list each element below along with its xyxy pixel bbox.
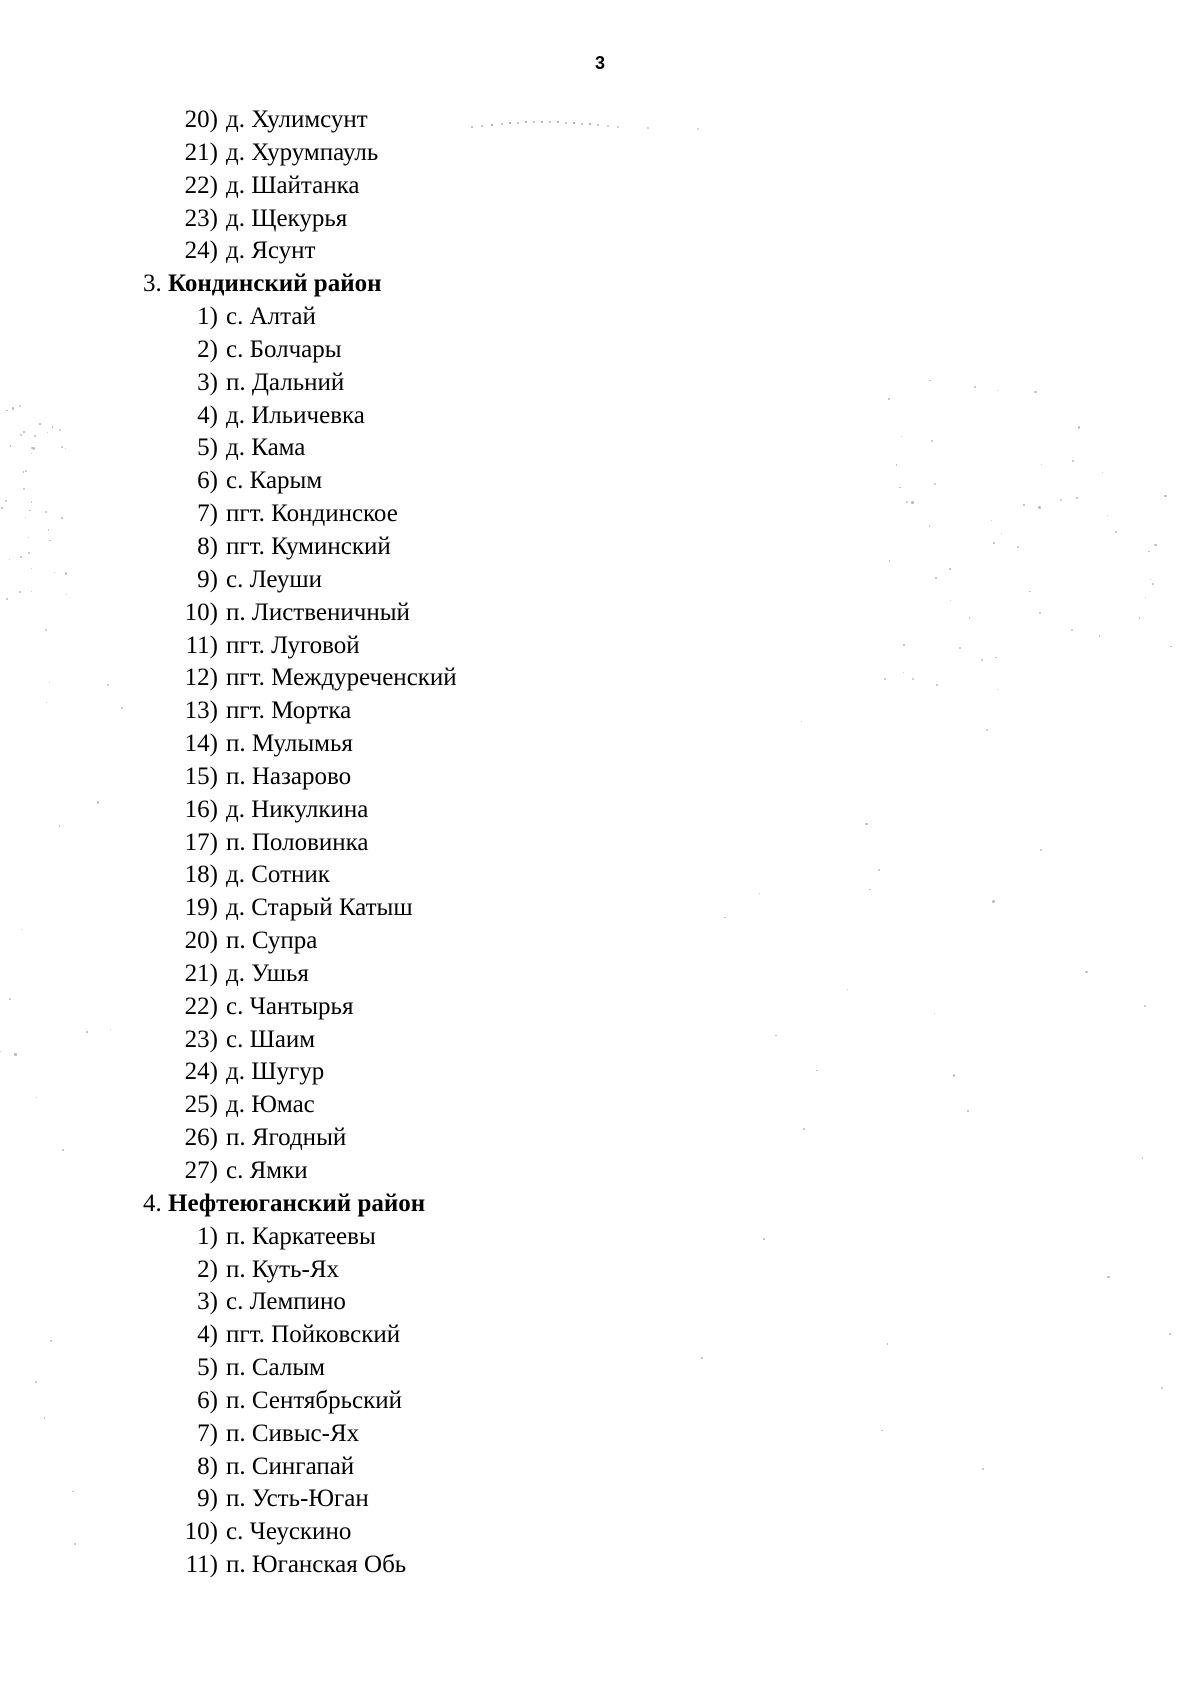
settlement-name: п. Салым — [226, 1354, 325, 1382]
item-number: 12) — [184, 664, 218, 692]
settlement-name: с. Болчары — [226, 335, 342, 363]
list-item — [0, 465, 1200, 498]
settlement-name: д. Шайтанка — [226, 171, 360, 199]
list-item — [0, 170, 1200, 203]
scan-speck — [121, 707, 123, 709]
district-title: Кондинский район — [168, 270, 382, 298]
scan-speck — [65, 572, 67, 574]
district-number: 3. — [143, 270, 162, 298]
settlement-name: п. Дальний — [226, 368, 345, 396]
item-number: 3) — [197, 368, 218, 396]
list-item — [0, 695, 1200, 728]
list-item — [0, 827, 1200, 860]
scan-speck — [35, 1381, 37, 1383]
item-number: 6) — [197, 1386, 218, 1414]
scan-speck — [935, 577, 937, 579]
settlement-name: п. Сентябрьский — [226, 1386, 403, 1414]
settlement-name: пгт. Куминский — [226, 532, 391, 560]
item-number: 23) — [184, 204, 218, 232]
scan-speck — [14, 1053, 16, 1055]
scan-speck — [995, 657, 996, 658]
list-item — [0, 531, 1200, 564]
item-number: 11) — [185, 1551, 218, 1579]
settlement-name: п. Сингапай — [226, 1452, 355, 1480]
settlement-name: п. Половинка — [226, 828, 369, 856]
scan-speck — [1076, 497, 1078, 499]
settlement-name: п. Ягодный — [226, 1124, 347, 1152]
scan-speck — [36, 1097, 37, 1098]
list-item — [0, 235, 1200, 268]
item-number: 1) — [197, 303, 218, 331]
list-item — [0, 1418, 1200, 1451]
list-item — [0, 1155, 1200, 1188]
scan-speck — [110, 1029, 111, 1030]
settlement-name: п. Юганская Обь — [226, 1551, 407, 1579]
settlement-name: п. Куть-Ях — [226, 1255, 340, 1283]
scan-speck — [1, 507, 2, 508]
settlement-name: п. Назарово — [226, 762, 352, 790]
scan-speck — [991, 520, 992, 521]
settlement-name: д. Сотник — [226, 861, 330, 889]
scan-speck — [803, 1128, 805, 1130]
scan-speck — [1041, 464, 1042, 465]
settlement-name: с. Лемпино — [226, 1288, 346, 1316]
list-item — [0, 662, 1200, 695]
list-item — [0, 958, 1200, 991]
item-number: 15) — [184, 762, 218, 790]
scan-speck — [20, 434, 22, 436]
scan-speck — [775, 1035, 777, 1037]
scan-speck — [86, 1031, 87, 1032]
scan-speck — [33, 447, 35, 449]
item-number: 2) — [197, 1255, 218, 1283]
item-number: 6) — [197, 467, 218, 495]
item-number: 24) — [184, 237, 218, 265]
item-number: 21) — [184, 959, 218, 987]
scan-speck — [911, 501, 913, 503]
scan-speck — [1164, 495, 1166, 497]
scan-speck — [66, 594, 67, 595]
district-heading — [0, 268, 1200, 301]
list-item — [0, 367, 1200, 400]
item-number: 21) — [184, 138, 218, 166]
scan-speck — [49, 540, 50, 541]
settlement-name: д. Хулимсунт — [226, 106, 368, 133]
item-number: 17) — [184, 828, 218, 856]
scan-speck — [901, 436, 902, 437]
scan-speck — [1169, 1333, 1171, 1335]
scan-speck — [1040, 849, 1042, 851]
scan-speck — [97, 801, 99, 803]
list-item — [0, 1451, 1200, 1484]
settlement-name: с. Леуши — [226, 565, 322, 593]
list-item — [0, 1056, 1200, 1089]
item-number: 10) — [184, 598, 218, 626]
list-item — [0, 301, 1200, 334]
scan-speck — [878, 869, 880, 871]
item-number: 19) — [184, 894, 218, 922]
list-item — [0, 1483, 1200, 1516]
scan-speck — [1034, 391, 1036, 393]
list-item — [0, 1122, 1200, 1155]
settlement-name: с. Чантырья — [226, 992, 354, 1020]
scan-speck — [1078, 426, 1080, 428]
scan-speck — [967, 1110, 969, 1112]
scan-speck — [936, 684, 938, 686]
item-number: 20) — [184, 106, 218, 133]
scan-speck — [934, 1013, 935, 1014]
settlement-name: с. Шаим — [226, 1025, 316, 1053]
item-number: 26) — [184, 1124, 218, 1152]
settlement-name: п. Сивыс-Ях — [226, 1419, 360, 1447]
settlement-name: п. Лиственичный — [226, 598, 410, 626]
list-item — [0, 1221, 1200, 1254]
scan-speck — [39, 423, 41, 425]
scan-speck — [1150, 579, 1151, 580]
item-number: 14) — [184, 730, 218, 758]
item-number: 5) — [197, 434, 218, 462]
scan-speck — [19, 405, 21, 407]
list-item — [0, 892, 1200, 925]
item-number: 22) — [184, 992, 218, 1020]
item-number: 8) — [197, 532, 218, 560]
item-number: 18) — [184, 861, 218, 889]
settlement-name: д. Щекурья — [226, 204, 348, 232]
scan-speck — [107, 684, 109, 686]
item-number: 5) — [197, 1354, 218, 1382]
settlement-name: пгт. Кондинское — [226, 500, 398, 528]
scan-speck — [34, 435, 36, 437]
scan-speck — [25, 470, 27, 472]
scan-speck — [61, 446, 63, 448]
scan-speck — [23, 431, 25, 433]
list-item — [0, 1549, 1200, 1582]
list-item — [0, 104, 1200, 137]
settlement-name: д. Ильичевка — [226, 401, 365, 429]
item-number: 1) — [197, 1222, 218, 1250]
settlement-name: с. Чеускино — [226, 1518, 352, 1546]
item-number: 9) — [197, 1485, 218, 1513]
scan-speck — [1060, 499, 1062, 501]
list-item — [0, 203, 1200, 236]
item-number: 27) — [184, 1157, 218, 1184]
scan-speck — [1144, 1005, 1146, 1007]
scan-speck — [1115, 531, 1117, 533]
settlement-name: с. Карым — [226, 467, 323, 495]
settlement-name: д. Кама — [226, 434, 306, 462]
list-item — [0, 630, 1200, 663]
district-number: 4. — [143, 1189, 162, 1217]
settlement-name: д. Шугур — [226, 1058, 325, 1086]
settlement-name: д. Ушья — [226, 959, 309, 987]
scan-speck — [724, 917, 725, 918]
settlement-name: с. Алтай — [226, 303, 316, 331]
page-number: 3 — [594, 53, 605, 73]
district-title: Нефтеюганский район — [168, 1189, 426, 1217]
scan-speck — [45, 629, 47, 631]
settlement-name: д. Юмас — [226, 1091, 315, 1119]
list-item — [0, 137, 1200, 170]
scan-speck — [1154, 544, 1156, 546]
item-number: 7) — [197, 500, 218, 528]
list-item — [0, 564, 1200, 597]
list-item — [0, 728, 1200, 761]
scan-speck — [65, 448, 66, 449]
settlement-list — [0, 104, 1200, 1582]
list-item — [0, 1089, 1200, 1122]
scan-speck — [6, 598, 8, 600]
settlement-name: д. Ясунт — [226, 237, 316, 265]
item-number: 24) — [184, 1058, 218, 1086]
settlement-name: д. Старый Катыш — [226, 894, 413, 922]
scan-speck — [20, 556, 22, 558]
list-item — [0, 1024, 1200, 1057]
scan-speck — [701, 1357, 702, 1358]
scan-speck — [903, 644, 905, 646]
scan-speck — [61, 517, 63, 519]
list-item — [0, 1254, 1200, 1287]
settlement-name: п. Мулымья — [226, 730, 353, 758]
settlement-name: пгт. Пойковский — [226, 1321, 401, 1349]
item-number: 23) — [184, 1025, 218, 1053]
scan-speck — [6, 410, 8, 412]
item-number: 22) — [184, 171, 218, 199]
item-number: 4) — [197, 401, 218, 429]
scan-speck — [888, 398, 889, 399]
scan-speck — [1038, 506, 1040, 508]
scan-speck — [912, 678, 914, 680]
settlement-name: п. Усть-Юган — [226, 1485, 369, 1513]
scan-speck — [1099, 635, 1100, 636]
scan-speck — [992, 900, 994, 902]
scan-speck — [801, 721, 802, 722]
item-number: 4) — [197, 1321, 218, 1349]
scan-speck — [1148, 551, 1150, 553]
settlement-name: пгт. Мортка — [226, 697, 352, 725]
list-item — [0, 1385, 1200, 1418]
scan-speck — [906, 501, 908, 503]
list-item — [0, 400, 1200, 433]
district-heading — [0, 1188, 1200, 1221]
list-item — [0, 1516, 1200, 1549]
scan-speck — [12, 407, 14, 409]
item-number: 11) — [185, 631, 218, 659]
scan-speck — [993, 542, 995, 544]
item-number: 10) — [184, 1518, 218, 1546]
scan-speck — [45, 511, 47, 513]
list-item — [0, 859, 1200, 892]
scan-speck — [969, 617, 970, 618]
list-item — [0, 1286, 1200, 1319]
list-item — [0, 1352, 1200, 1385]
scan-speck — [949, 568, 951, 570]
settlement-name: с. Ямки — [226, 1157, 308, 1184]
settlement-name: п. Каркатеевы — [226, 1222, 376, 1250]
settlement-name: п. Супра — [226, 927, 318, 955]
list-item — [0, 991, 1200, 1024]
settlement-name: д. Никулкина — [226, 795, 369, 823]
scan-speck — [54, 572, 55, 573]
scan-speck — [1142, 1157, 1143, 1158]
list-item — [0, 1319, 1200, 1352]
item-number: 7) — [197, 1419, 218, 1447]
list-item — [0, 925, 1200, 958]
list-item — [0, 761, 1200, 794]
list-item — [0, 334, 1200, 367]
list-item — [0, 432, 1200, 465]
scan-speck — [1023, 504, 1024, 505]
settlement-name: пгт. Луговой — [226, 631, 360, 659]
scan-speck — [929, 525, 930, 526]
scan-speck — [953, 1074, 955, 1076]
item-number: 3) — [197, 1288, 218, 1316]
scan-speck — [1152, 583, 1154, 585]
item-number: 20) — [184, 927, 218, 955]
item-number: 8) — [197, 1452, 218, 1480]
scan-speck — [50, 1340, 52, 1342]
list-item — [0, 597, 1200, 630]
item-number: 9) — [197, 565, 218, 593]
item-number: 2) — [197, 335, 218, 363]
scan-speck — [931, 440, 933, 442]
item-number: 13) — [184, 697, 218, 725]
scan-speck — [1085, 971, 1087, 973]
scan-speck — [23, 471, 24, 472]
item-number: 16) — [184, 795, 218, 823]
scan-speck — [28, 552, 30, 554]
list-item — [0, 498, 1200, 531]
item-number: 25) — [184, 1091, 218, 1119]
settlement-name: д. Хурумпауль — [226, 138, 379, 166]
settlement-name: пгт. Междуреченский — [226, 664, 457, 692]
list-item — [0, 794, 1200, 827]
scan-speck — [74, 1543, 76, 1545]
